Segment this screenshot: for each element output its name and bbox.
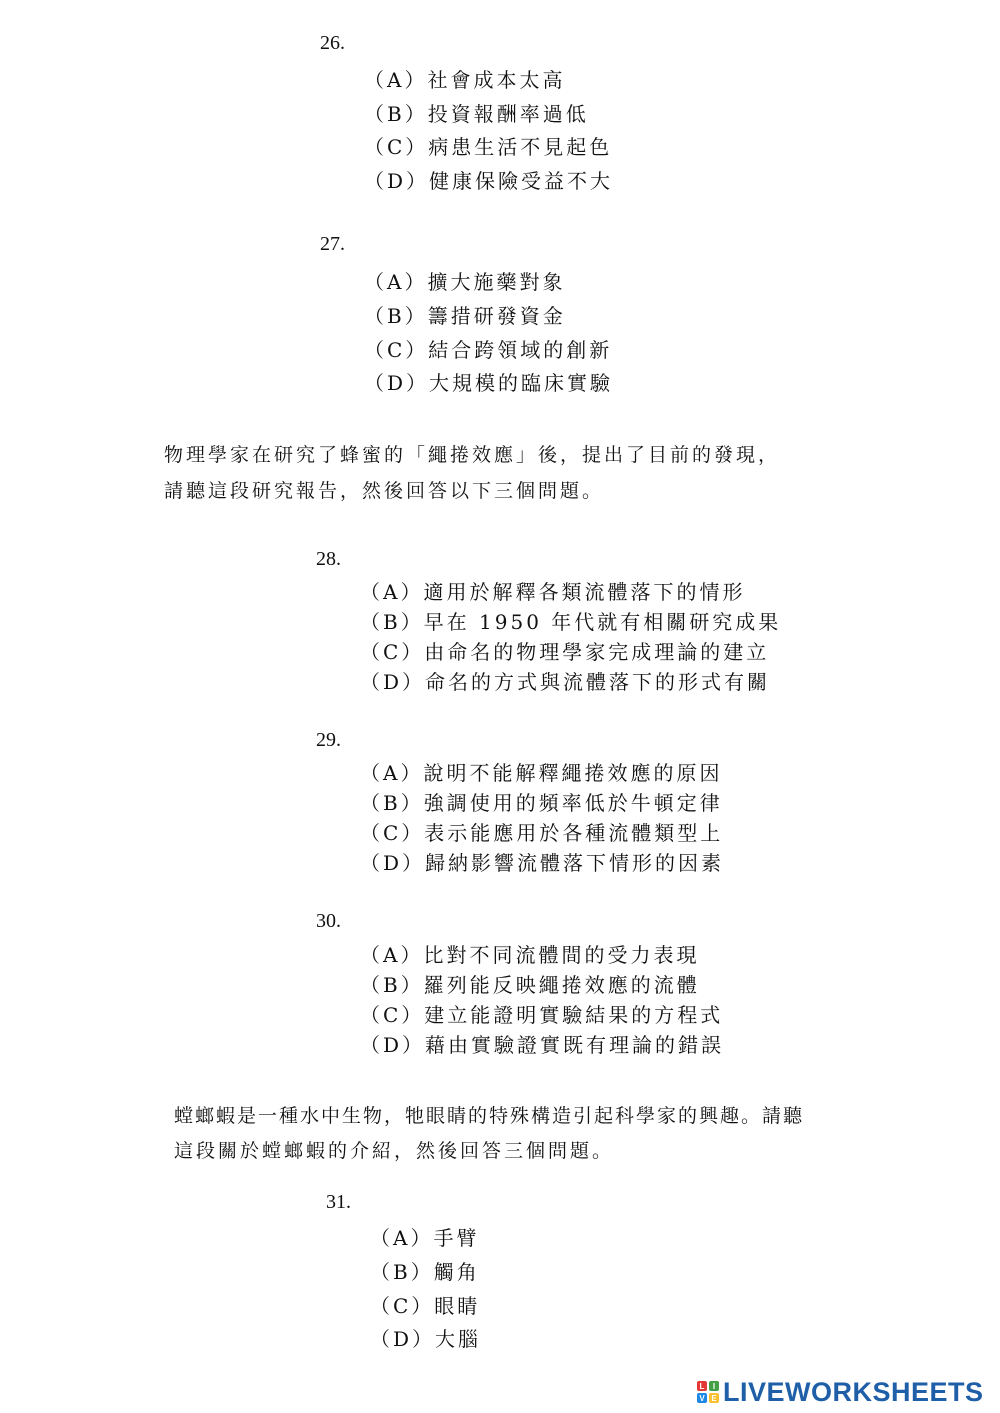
option-d[interactable]: （D）歸納影響流體落下情形的因素 <box>360 851 725 875</box>
option-b[interactable]: （B）強調使用的頻率低於牛頓定律 <box>360 791 723 815</box>
option-a[interactable]: （A）說明不能解釋繩捲效應的原因 <box>360 761 723 785</box>
option-d[interactable]: （D）健康保險受益不大 <box>364 169 614 193</box>
liveworksheets-logo <box>697 1376 984 1408</box>
option-b[interactable]: （B）觸角 <box>370 1260 480 1284</box>
question-number: 31. <box>326 1191 351 1213</box>
option-a[interactable]: （A）手臂 <box>370 1226 480 1250</box>
passage-line: 物理學家在研究了蜂蜜的「繩捲效應」後，提出了目前的發現， <box>164 444 781 466</box>
option-a[interactable]: （A）比對不同流體間的受力表現 <box>360 943 700 967</box>
option-c[interactable]: （C）建立能證明實驗結果的方程式 <box>360 1003 724 1027</box>
option-c[interactable]: （C）眼睛 <box>370 1294 481 1318</box>
option-d[interactable]: （D）藉由實驗證實既有理論的錯誤 <box>360 1033 725 1057</box>
option-a[interactable]: （A）社會成本太高 <box>364 68 566 92</box>
passage-line: 這段關於螳螂蝦的介紹，然後回答三個問題。 <box>174 1140 615 1162</box>
option-b[interactable]: （B）羅列能反映繩捲效應的流體 <box>360 973 700 997</box>
question-number: 28. <box>316 548 341 570</box>
question-number: 29. <box>316 729 341 751</box>
question-number: 30. <box>316 910 341 932</box>
option-c[interactable]: （C）結合跨領域的創新 <box>364 338 613 362</box>
passage-line: 請聽這段研究報告，然後回答以下三個問題。 <box>164 480 605 502</box>
option-a[interactable]: （A）擴大施藥對象 <box>364 270 566 294</box>
option-d[interactable]: （D）命名的方式與流體落下的形式有關 <box>360 670 771 694</box>
liveworksheets-mark-icon: L I V E <box>697 1381 719 1403</box>
question-number: 26. <box>320 32 345 54</box>
option-b[interactable]: （B）投資報酬率過低 <box>364 102 589 126</box>
option-b[interactable]: （B）籌措研發資金 <box>364 304 566 328</box>
question-number: 27. <box>320 233 345 255</box>
passage-line: 螳螂蝦是一種水中生物，牠眼睛的特殊構造引起科學家的興趣。請聽 <box>174 1105 805 1127</box>
option-c[interactable]: （C）病患生活不見起色 <box>364 135 613 159</box>
option-a[interactable]: （A）適用於解釋各類流體落下的情形 <box>360 580 746 604</box>
option-c[interactable]: （C）表示能應用於各種流體類型上 <box>360 821 724 845</box>
option-d[interactable]: （D）大腦 <box>370 1327 482 1351</box>
option-c[interactable]: （C）由命名的物理學家完成理論的建立 <box>360 640 770 664</box>
option-b[interactable]: （B）早在 1950 年代就有相關研究成果 <box>360 610 782 634</box>
liveworksheets-wordmark: LIVEWORKSHEETS <box>723 1376 984 1407</box>
option-d[interactable]: （D）大規模的臨床實驗 <box>364 371 614 395</box>
